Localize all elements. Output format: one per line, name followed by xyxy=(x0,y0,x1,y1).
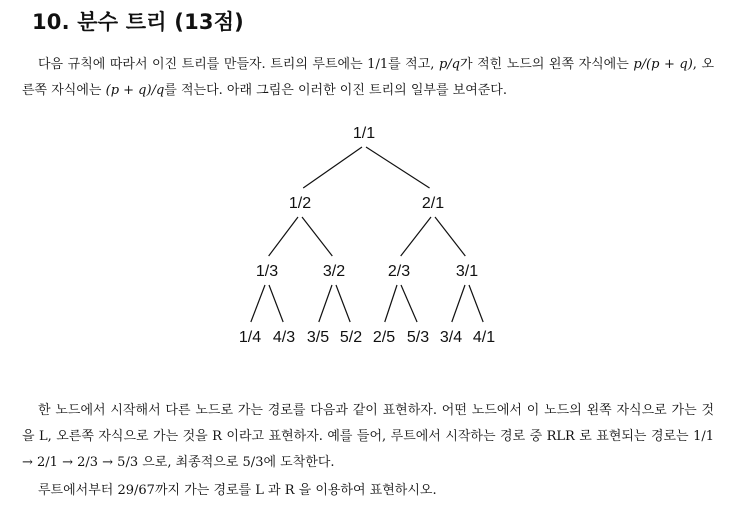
tree-node-1-4: 1/4 xyxy=(238,329,262,346)
tree-node-5-2: 5/2 xyxy=(339,329,363,346)
problem-intro xyxy=(22,52,714,104)
fraction-tree-diagram xyxy=(0,118,733,358)
intro-text: , 오른쪽 자식에는 xyxy=(22,57,714,98)
tree-node-2-3: 2/3 xyxy=(387,263,411,280)
tree-edge-left xyxy=(401,217,431,256)
tree-edge-right xyxy=(469,285,483,322)
tree-node-4-1: 4/1 xyxy=(472,329,496,346)
math-expression: (p + q)/q xyxy=(105,83,165,98)
tree-node-2-1: 2/1 xyxy=(421,195,445,212)
tree-edge-left xyxy=(303,147,362,188)
problem-title: 10. 분수 트리 (13점) xyxy=(32,10,244,34)
math-expression: p/(p + q) xyxy=(633,57,693,72)
tree-node-2-5: 2/5 xyxy=(372,329,396,346)
tree-edge-right xyxy=(302,217,332,256)
tree-node-3-5: 3/5 xyxy=(306,329,330,346)
tree-edge-right xyxy=(401,285,417,322)
tree-edge-right xyxy=(435,217,465,256)
tree-edge-right xyxy=(366,147,430,188)
tree-node-1-1: 1/1 xyxy=(352,125,376,142)
tree-edge-left xyxy=(452,285,465,322)
path-description: 한 노드에서 시작해서 다른 노드로 가는 경로를 다음과 같이 표현하자. 어떤 노드에서 이 노드의 왼쪽 자식으로 가는 것을 L, 오른쪽 자식으로 가는 것을 R 이라고 표현하자. 예를 들어, 루트에서 시작하는 경로 중 RLR 로 표현되는 경로는 1/1 → 2/1 → 2/3 → 5/3 으로, 최종적으로 5/3에 도착한다. xyxy=(22,403,714,470)
tree-node-3-2: 3/2 xyxy=(322,263,346,280)
tree-node-3-4: 3/4 xyxy=(439,329,463,346)
intro-text: 다음 규칙에 따라서 이진 트리를 만들자. 트리의 루트에는 1/1를 적고, xyxy=(38,57,439,72)
tree-edge-left xyxy=(319,285,332,322)
tree-edge-right xyxy=(269,285,283,322)
tree-edge-right xyxy=(336,285,350,322)
intro-text: 가 적힌 노드의 왼쪽 자식에는 xyxy=(460,57,634,72)
tree-edge-left xyxy=(385,285,397,322)
tree-edge-left xyxy=(251,285,265,322)
intro-text: 를 적는다. 아래 그림은 이러한 이진 트리의 일부를 보여준다. xyxy=(164,83,507,98)
tree-node-1-3: 1/3 xyxy=(255,263,279,280)
tree-node-5-3: 5/3 xyxy=(406,329,430,346)
tree-node-4-3: 4/3 xyxy=(272,329,296,346)
tree-edge-left xyxy=(269,217,298,256)
tree-node-3-1: 3/1 xyxy=(455,263,479,280)
math-expression: p/q xyxy=(438,57,460,72)
tree-node-1-2: 1/2 xyxy=(288,195,312,212)
problem-question: 루트에서부터 29/67까지 가는 경로를 L 과 R 을 이용하여 표현하시오. xyxy=(38,483,437,498)
